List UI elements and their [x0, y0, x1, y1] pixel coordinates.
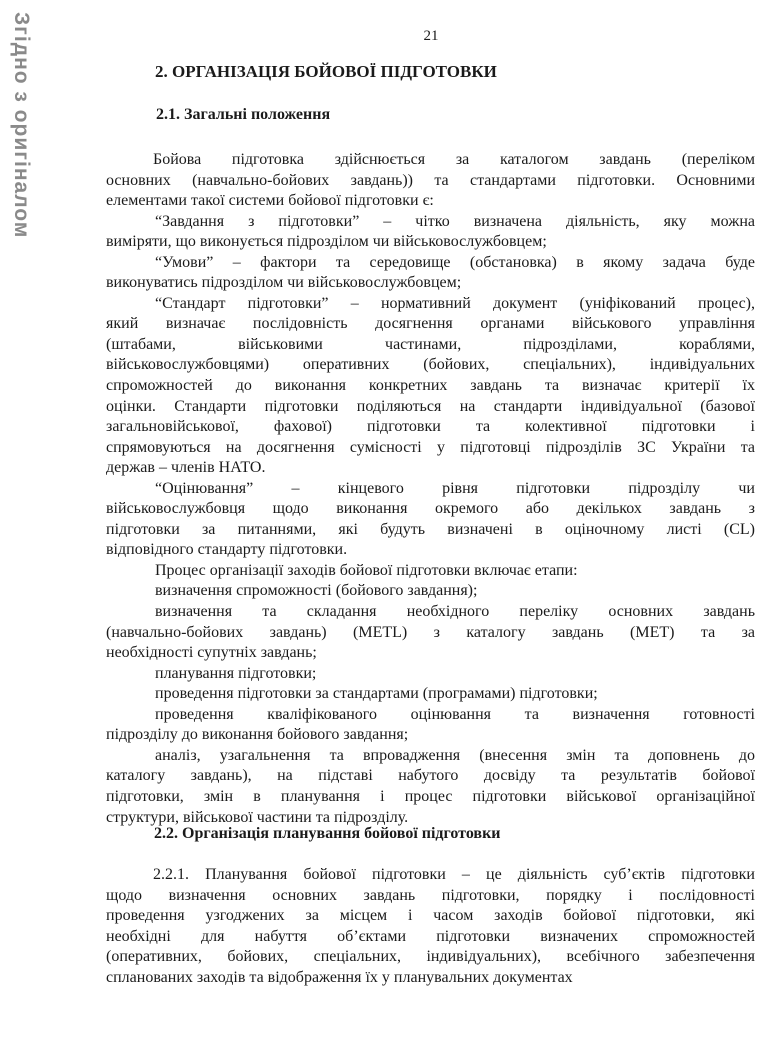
section-heading-2-1: 2.1. Загальні положення — [156, 106, 331, 123]
text-line: необхідності супутніх завдань; — [106, 644, 317, 662]
text-line: спланованих заходів та відображення їх у планувальних документах — [106, 968, 573, 986]
text-line: елементами такої системи бойової підготовки є: — [106, 192, 434, 210]
stamp-text: Згідно з оригіналом — [10, 12, 33, 239]
section-2-1-body — [106, 150, 755, 828]
text-line: спрямовуються на досягнення сумісності у підготовці підрозділів ЗС України та — [106, 438, 755, 456]
text-line: визначення та складання необхідного переліку основних завдань — [155, 603, 755, 621]
text-line: необхідні для набуття об’єктами підготовки визначених спроможностей — [106, 927, 755, 945]
text-line: “Умови” – фактори та середовище (обстановка) в якому задача буде — [155, 253, 755, 271]
text-line: (оперативних, бойових, спеціальних, індивідуальних), всебічного забезпечення — [106, 948, 755, 966]
text-line: аналіз, узагальнення та впровадження (внесення змін та доповнень до — [155, 746, 755, 764]
text-line: спроможностей до виконання конкретних завдань та визначає критерії їх — [106, 377, 755, 395]
text-line: (навчально-бойових завдань) (METL) з каталогу завдань (MET) та за — [106, 623, 755, 641]
text-line: Процес організації заходів бойової підготовки включає етапи: — [155, 561, 578, 579]
text-line: “Завдання з підготовки” – чітко визначена діяльність, яку можна — [155, 212, 755, 230]
text-line: виміряти, що виконується підрозділом чи військовослужбовцем; — [106, 233, 547, 251]
section-heading-2-2: 2.2. Організація планування бойової підготовки — [154, 825, 501, 842]
text-line: “Оцінювання” – кінцевого рівня підготовки підрозділу чи — [155, 479, 755, 497]
text-line: (штабами, військовими частинами, підрозділами, кораблями, — [106, 335, 755, 353]
text-line: військовослужбовця щодо виконання окремого або декількох завдань з — [106, 500, 755, 518]
text-line: відповідного стандарту підготовки. — [106, 541, 348, 559]
text-line: проведення кваліфікованого оцінювання та визначення готовності — [155, 705, 755, 723]
text-line: структури, військової частини та підрозділу. — [106, 808, 409, 826]
text-line: проведення підготовки за стандартами (програмами) підготовки; — [155, 685, 598, 703]
chapter-title: 2. ОРГАНІЗАЦІЯ БОЙОВОЇ ПІДГОТОВКИ — [155, 62, 497, 81]
text-line: щодо визначення основних завдань підготовки, порядку і послідовності — [106, 886, 755, 904]
text-line: виконуватись підрозділом чи військовослужбовцем; — [106, 274, 462, 292]
text-line: каталогу завдань), на підставі набутого досвіду та результатів бойової — [106, 767, 755, 785]
page-number: 21 — [423, 28, 439, 44]
text-line: оцінки. Стандарти підготовки поділяються на стандарти індивідуальної (базової — [106, 397, 755, 415]
text-line: держав – членів НАТО. — [106, 459, 266, 477]
text-line: основних (навчально-бойових завдань)) та стандартами підготовки. Основними — [106, 171, 755, 189]
text-line: 2.2.1. Планування бойової підготовки – це діяльність суб’єктів підготовки — [153, 866, 755, 883]
text-line: підрозділу до виконання бойового завдання; — [106, 726, 409, 744]
text-line: загальновійськової, фахової) підготовки та колективної підготовки і — [106, 418, 755, 436]
text-line: який визначає послідовність досягнення органами військового управління — [106, 315, 755, 333]
text-line: “Стандарт підготовки” – нормативний документ (уніфікований процес), — [155, 294, 755, 312]
text-line: підготовки за питаннями, які будуть визначені в оціночному листі (CL) — [106, 520, 755, 538]
text-line: проведення узгоджених за місцем і часом заходів бойової підготовки, які — [106, 907, 755, 925]
approval-stamp — [4, 12, 38, 302]
text-line: Бойова підготовка здійснюється за каталогом завдань (переліком — [153, 151, 755, 168]
text-line: підготовки, змін в планування і процес підготовки військової організаційної — [106, 787, 755, 805]
text-line: планування підготовки; — [155, 664, 317, 682]
text-line: визначення спроможності (бойового завдання); — [155, 582, 478, 600]
section-2-2-body — [106, 865, 755, 988]
text-line: військовослужбовцями) оперативних (бойових, спеціальних), індивідуальних — [106, 356, 755, 374]
